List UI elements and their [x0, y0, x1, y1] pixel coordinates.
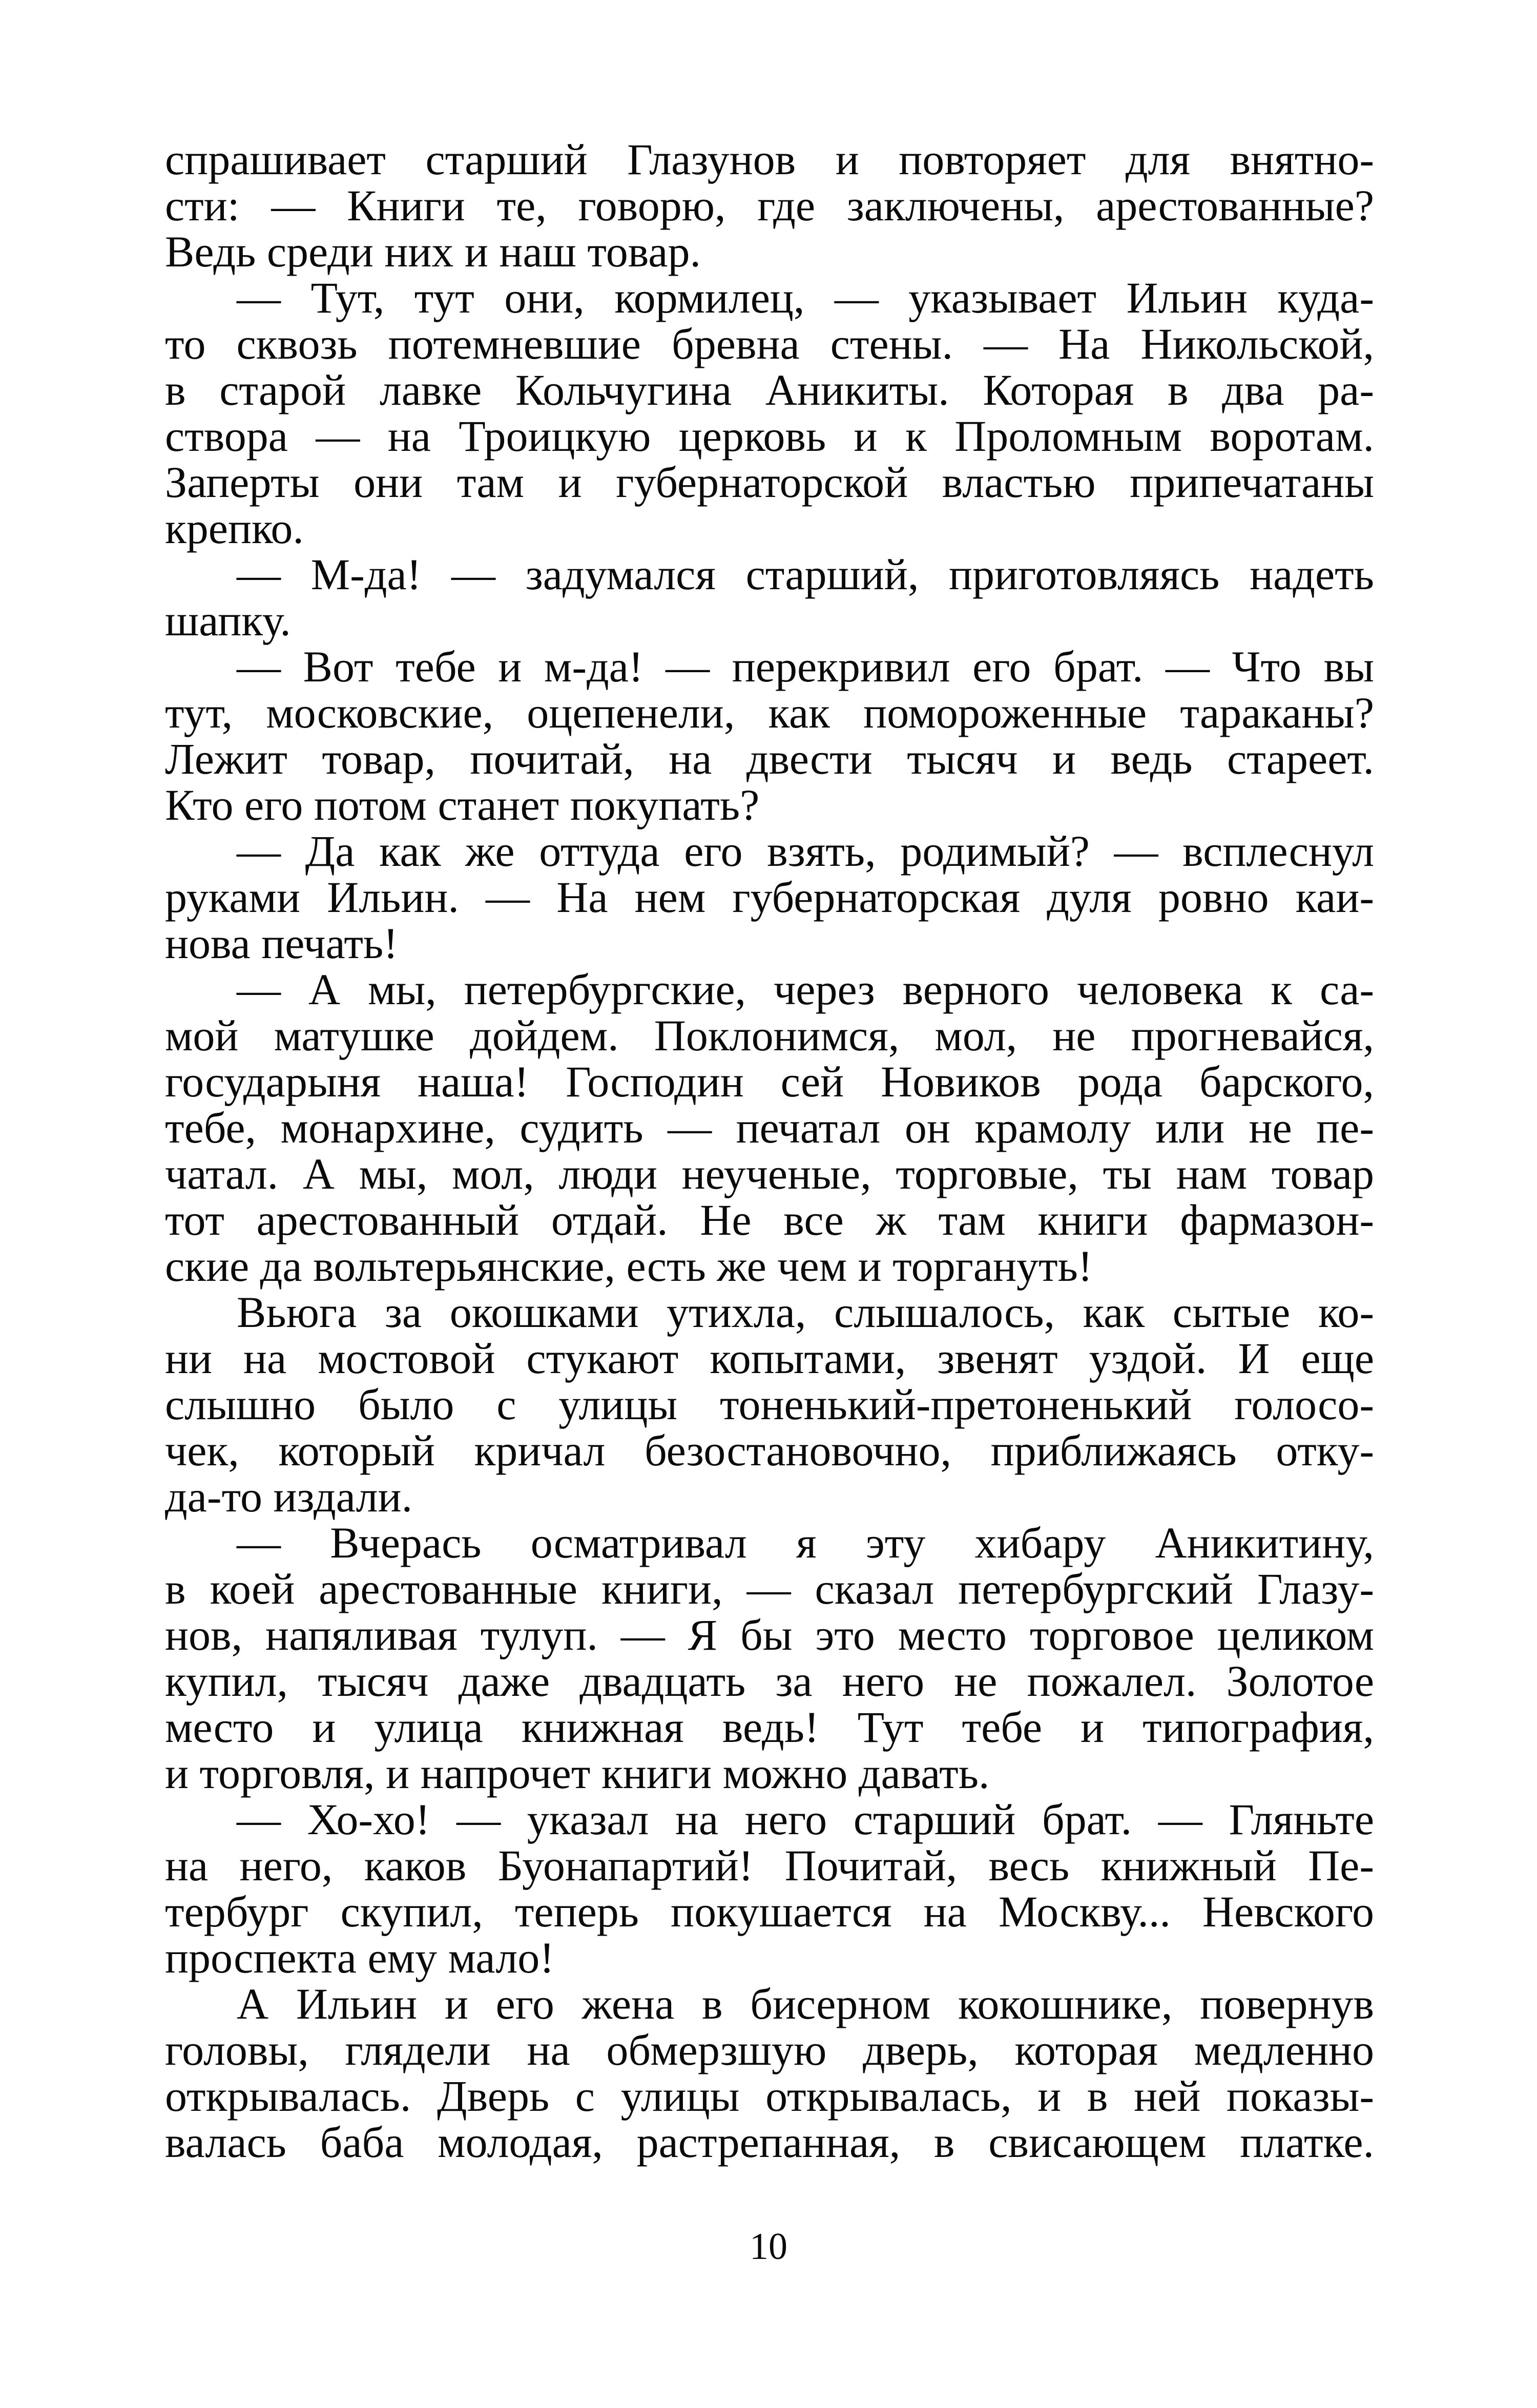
- text-line: — Тут, тут они, кормилец, — указывает Ильин куда-: [237, 273, 1374, 322]
- text-line: Ведь среди них и наш товар.: [165, 227, 701, 276]
- text-line: ни на мостовой стукают копытами, звенят уздой. И еще: [165, 1334, 1374, 1383]
- text-line: — А мы, петербургские, через верного человека к са-: [237, 965, 1374, 1014]
- text-line: в коей арестованные книги, — сказал петербургский Глазу-: [165, 1564, 1374, 1613]
- text-line: тербург скупил, теперь покушается на Москву... Невского: [165, 1887, 1374, 1936]
- text-line: Кто его потом станет покупать?: [165, 780, 760, 829]
- text-line: — Вчерась осматривал я эту хибару Аникитину,: [237, 1518, 1374, 1567]
- text-line: мой матушке дойдем. Поклонимся, мол, не прогневайся,: [165, 1011, 1374, 1060]
- text-line: ские да вольтерьянские, есть же чем и торгануть!: [165, 1241, 1093, 1291]
- text-line: створа — на Троицкую церковь и к Проломным воротам.: [165, 411, 1374, 461]
- text-line: то сквозь потемневшие бревна стены. — На Никольской,: [165, 319, 1374, 368]
- text-line: головы, глядели на обмерзшую дверь, которая медленно: [165, 2025, 1374, 2074]
- text-line: — М-да! — задумался старший, приготовляясь надеть: [237, 550, 1374, 599]
- text-line: — Хо-хо! — указал на него старший брат. — Гляньте: [237, 1795, 1374, 1844]
- text-line: и торговля, и напрочет книги можно давать.: [165, 1749, 990, 1798]
- text-line: Лежит товар, почитай, на двести тысяч и ведь стареет.: [165, 734, 1374, 783]
- text-line: шапку.: [165, 596, 291, 645]
- page-number: 10: [750, 2226, 787, 2268]
- text-line: спрашивает старший Глазунов и повторяет для внятно-: [165, 135, 1374, 184]
- text-line: — Вот тебе и м-да! — перекривил его брат. — Что вы: [237, 642, 1374, 691]
- body-text: [165, 136, 1374, 2165]
- text-line: нова печать!: [165, 919, 398, 968]
- text-line: крепко.: [165, 504, 304, 553]
- text-line: тот арестованный отдай. Не все ж там книги фармазон-: [165, 1195, 1374, 1244]
- text-line: открывалась. Дверь с улицы открывалась, и в ней показы-: [165, 2071, 1374, 2121]
- text-line: чатал. А мы, мол, люди неученые, торговые, ты нам товар: [165, 1149, 1374, 1198]
- text-line: тут, московские, оцепенели, как помороженные тараканы?: [165, 688, 1374, 737]
- text-line: Вьюга за окошками утихла, слышалось, как сытые ко-: [237, 1288, 1374, 1337]
- text-line: сти: — Книги те, говорю, где заключены, арестованные?: [165, 181, 1374, 230]
- text-line: на него, каков Буонапартий! Почитай, весь книжный Пе-: [165, 1841, 1374, 1890]
- text-line: валась баба молодая, растрепанная, в свисающем платке.: [165, 2118, 1374, 2167]
- text-line: проспекта ему мало!: [165, 1933, 554, 1982]
- text-line: государыня наша! Господин сей Новиков рода барского,: [165, 1057, 1374, 1106]
- text-line: нов, напяливая тулуп. — Я бы это место торговое целиком: [165, 1610, 1374, 1659]
- text-line: чек, который кричал безостановочно, приближаясь отку-: [165, 1426, 1374, 1475]
- text-line: А Ильин и его жена в бисерном кокошнике, повернув: [237, 1979, 1374, 2028]
- text-line: купил, тысяч даже двадцать за него не пожалел. Золотое: [165, 1656, 1374, 1706]
- text-line: в старой лавке Кольчугина Аникиты. Которая в два ра-: [165, 365, 1374, 414]
- text-line: — Да как же оттуда его взять, родимый? — всплеснул: [237, 826, 1374, 876]
- text-line: тебе, монархине, судить — печатал он крамолу или не пе-: [165, 1103, 1374, 1152]
- text-line: слышно было с улицы тоненький-претоненький голосо-: [165, 1380, 1374, 1429]
- text-line: место и улица книжная ведь! Тут тебе и типография,: [165, 1703, 1374, 1752]
- text-line: Заперты они там и губернаторской властью припечатаны: [165, 458, 1374, 507]
- text-line: да-то издали.: [165, 1472, 413, 1521]
- text-line: руками Ильин. — На нем губернаторская дуля ровно каи-: [165, 873, 1374, 922]
